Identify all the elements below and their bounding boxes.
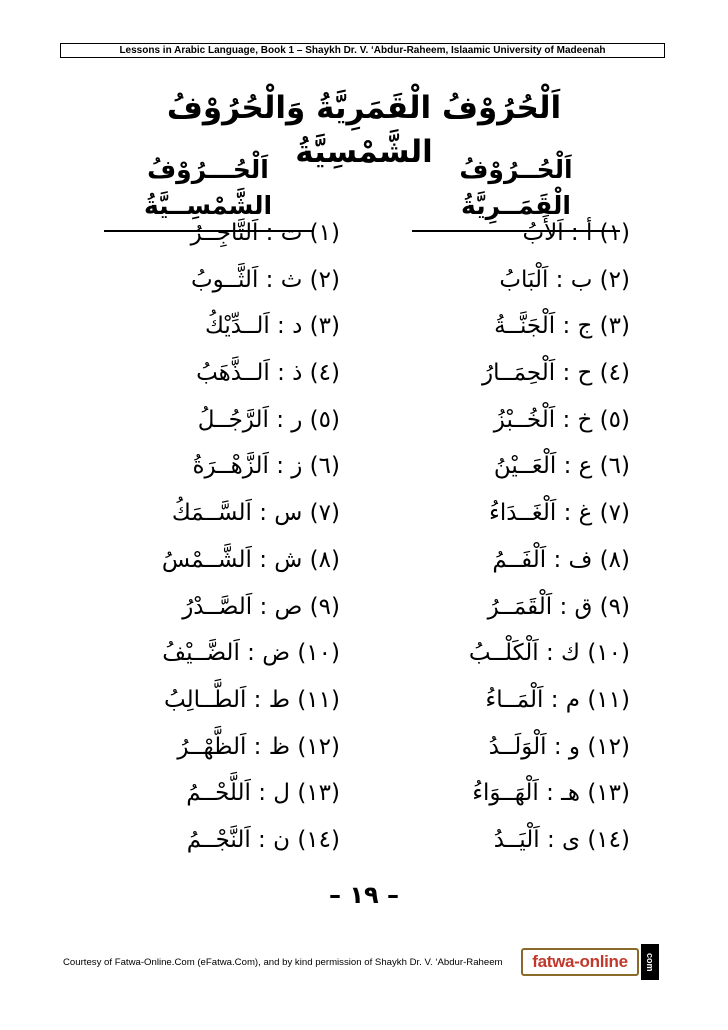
sun-letter-item: (٦) ز : اَلزَّهْــرَةُ bbox=[192, 453, 340, 480]
logo-com-tab: com bbox=[641, 944, 659, 980]
moon-letters-list bbox=[400, 210, 630, 864]
sun-letter-item: (٨) ش : اَلشَّــمْسُ bbox=[161, 546, 340, 573]
sun-letter-item: (١٢) ظ : اَلظَّهْــرُ bbox=[177, 733, 340, 760]
page-title: اَلْحُرُوْفُ الْقَمَرِيَّةُ وَالْحُرُوْفُ الشَّمْسِيَّةُ bbox=[166, 90, 562, 170]
moon-letter-item: (١١) م : اَلْمَــاءُ bbox=[485, 686, 630, 713]
sun-letter-item: (٩) ص : اَلصَّــدْرُ bbox=[182, 593, 340, 620]
fatwa-online-logo bbox=[521, 944, 659, 980]
moon-letter-item: (٦) ع : اَلْعَــيْنُ bbox=[493, 453, 630, 480]
moon-letter-item: (١) أ : اَلأَبُ bbox=[522, 220, 630, 246]
moon-letter-item: (٨) ف : اَلْفَــمُ bbox=[492, 546, 630, 573]
moon-letter-item: (٢) ب : اَلْبَابُ bbox=[499, 266, 630, 293]
footer-credit: Courtesy of Fatwa-Online.Com (eFatwa.Com), and by kind permission of Shaykh Dr. V. ‘Abdur-Raheem bbox=[63, 957, 503, 968]
sun-letters-list bbox=[80, 210, 340, 864]
sun-letter-item: (١١) ط : اَلطَّــالِبُ bbox=[164, 686, 340, 713]
sun-letter-item: (١٠) ض : اَلضَّــيْفُ bbox=[162, 640, 340, 667]
sun-letter-item: (٤) ذ : اَلــذَّهَبُ bbox=[196, 360, 340, 387]
sun-letter-item: (٥) ر : اَلرَّجُــلُ bbox=[197, 406, 340, 433]
sun-letter-item: (٢) ث : اَلثَّــوبُ bbox=[190, 266, 340, 293]
moon-letter-item: (٤) ح : اَلْحِمَــارُ bbox=[482, 360, 630, 387]
sun-letter-item: (١٤) ن : اَلنَّجْــمُ bbox=[186, 826, 340, 853]
page-number: – ١٩ – bbox=[328, 881, 399, 909]
sun-letters-heading-text: اَلْحُـــرُوْفُ الشَّمْسِــيَّةُ bbox=[143, 155, 273, 220]
moon-letter-item: (١٤) ى : اَلْيَــدُ bbox=[493, 826, 630, 853]
sun-letter-item: (٧) س : اَلسَّــمَكُ bbox=[171, 500, 340, 527]
sun-letter-item: (٣) د : اَلــدِّيْكُ bbox=[205, 313, 340, 340]
moon-letter-item: (٧) غ : اَلْغَــدَاءُ bbox=[489, 500, 630, 527]
sun-letter-item: (١٣) ل : اَللَّحْــمُ bbox=[186, 780, 340, 807]
moon-letter-item: (٣) ج : اَلْجَنَّــةُ bbox=[494, 313, 630, 340]
moon-letter-item: (١٣) هـ : اَلْهَــوَاءُ bbox=[472, 780, 630, 807]
sun-letter-item: (١) ت : اَلتَّاجِــرُ bbox=[190, 220, 340, 246]
logo-wordmark: fatwa-online bbox=[521, 948, 639, 976]
moon-letter-item: (٥) خ : اَلْخُــبْزُ bbox=[493, 406, 630, 433]
moon-letters-heading-text: اَلْحُــرُوْفُ الْقَمَــرِيَّةُ bbox=[459, 155, 573, 220]
moon-letter-item: (١٢) و : اَلْوَلَــدُ bbox=[488, 733, 630, 760]
moon-letter-item: (٩) ق : اَلْقَمَــرُ bbox=[487, 593, 630, 620]
moon-letter-item: (١٠) ك : اَلْكَلْــبُ bbox=[468, 640, 630, 667]
running-header: Lessons in Arabic Language, Book 1 – Shaykh Dr. V. ‘Abdur-Raheem, Islaamic University of Madeenah bbox=[60, 43, 665, 58]
